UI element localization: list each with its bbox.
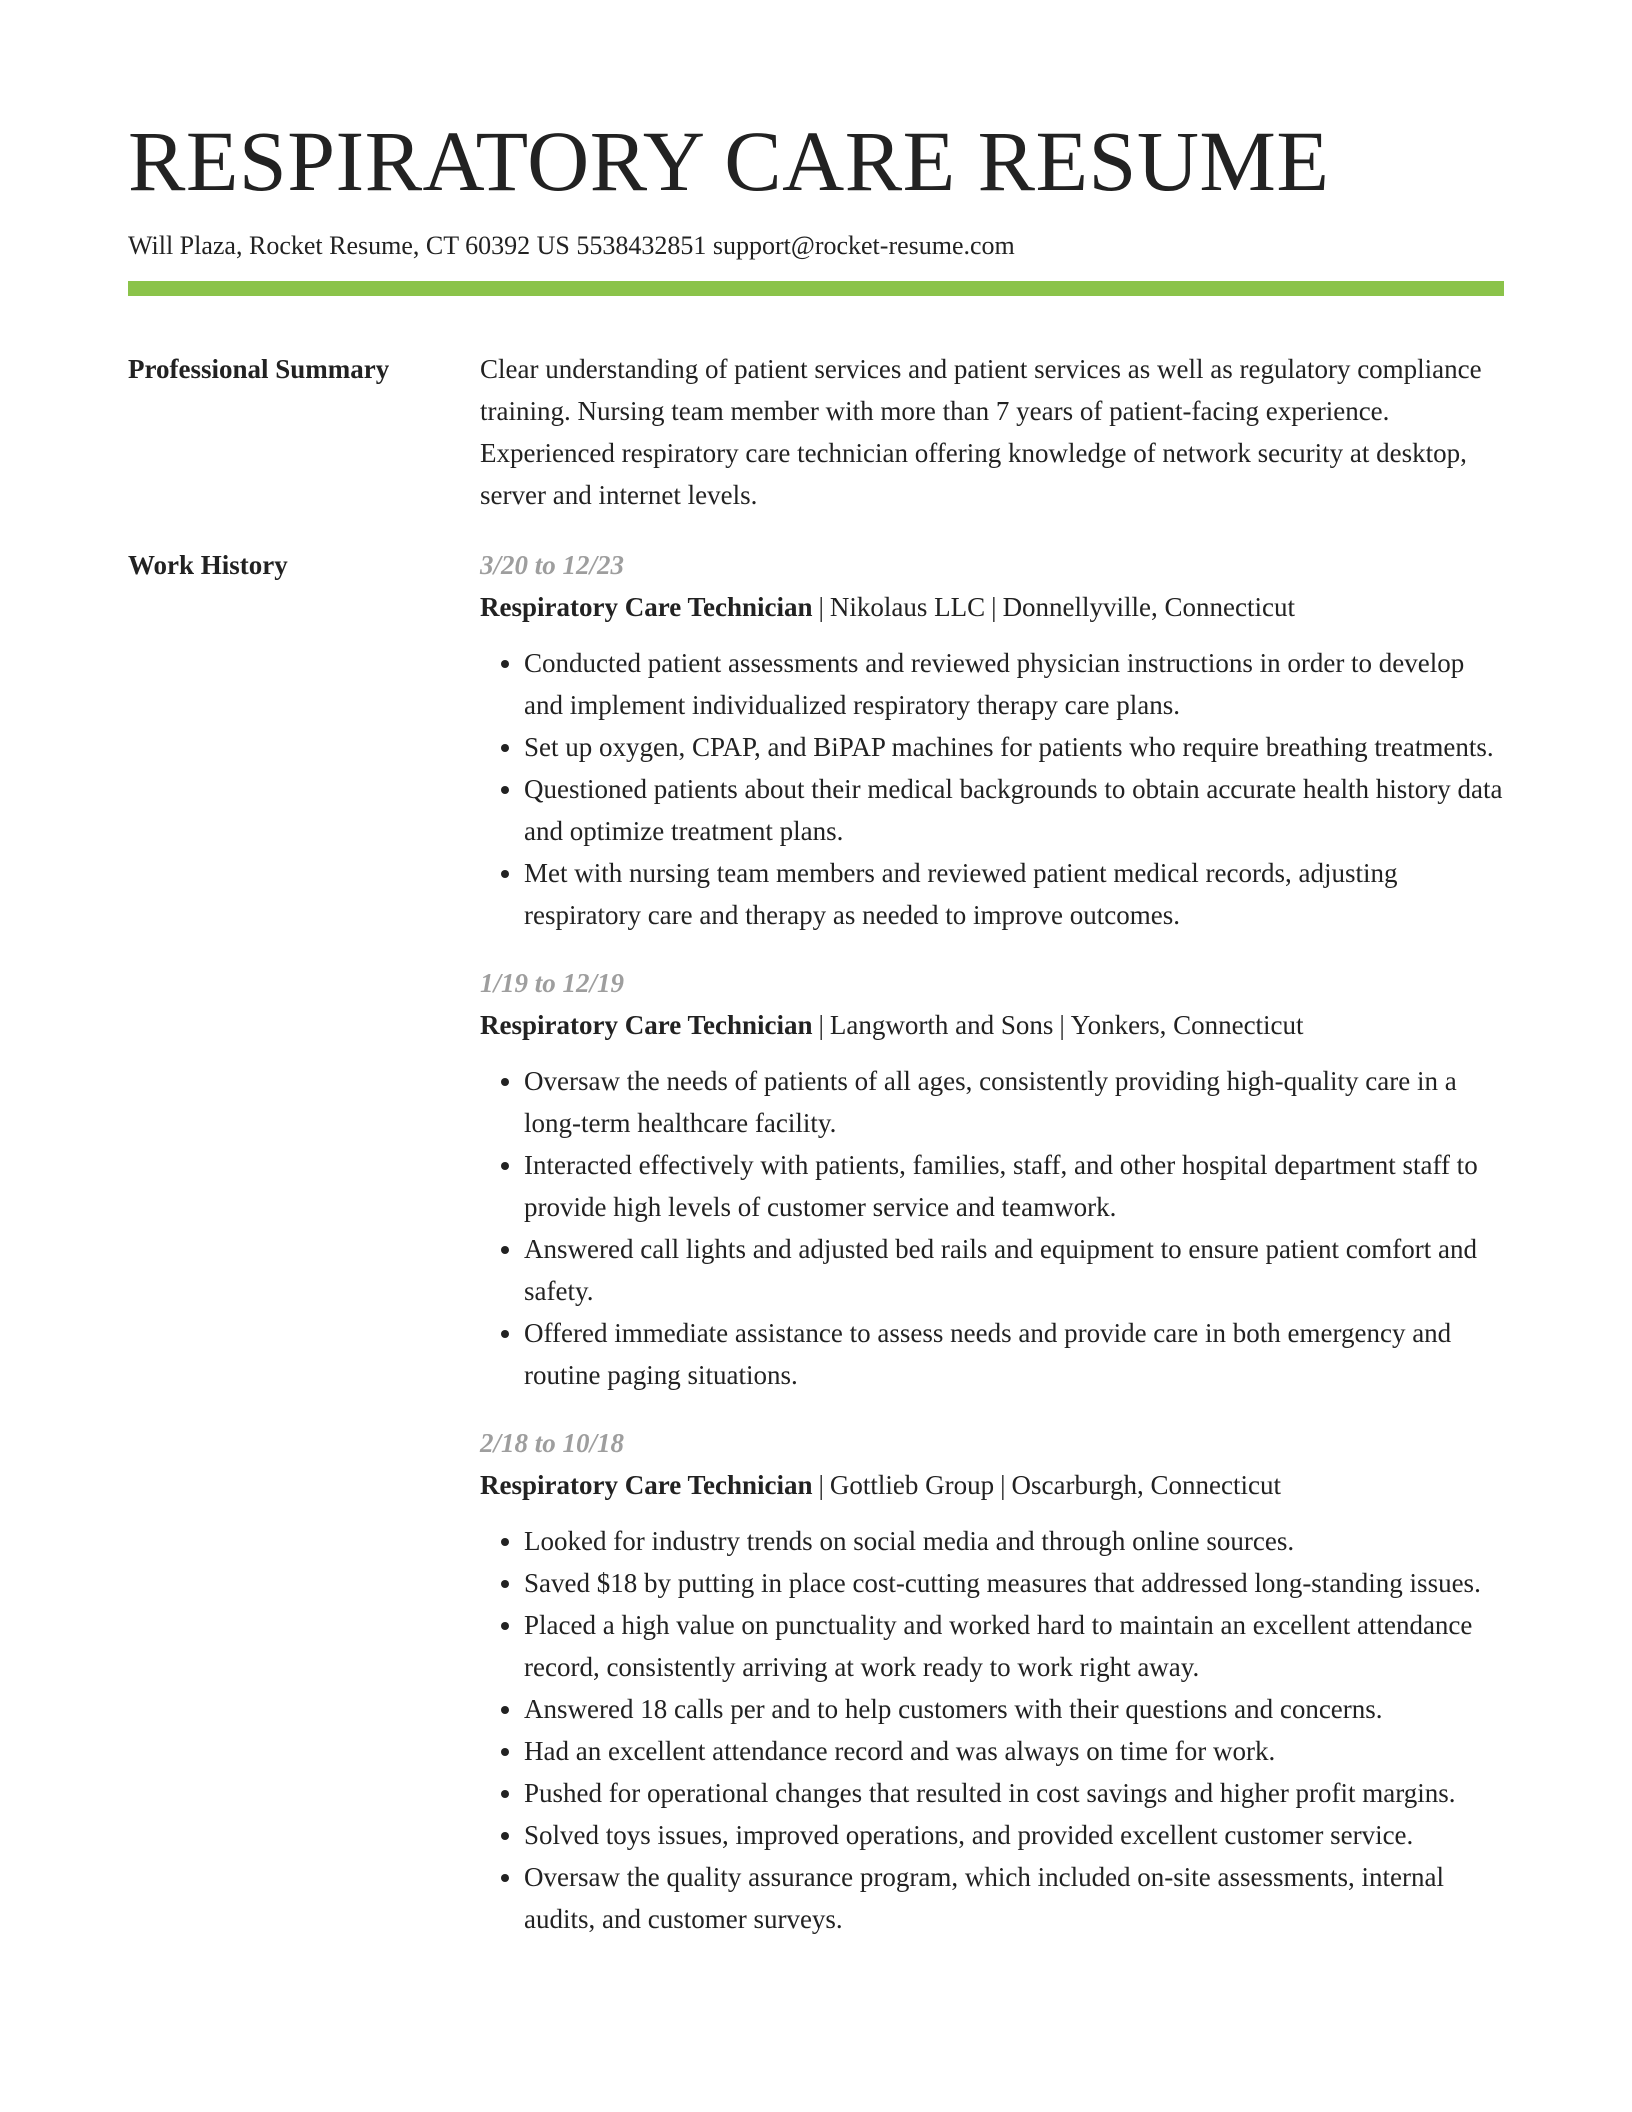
job-title: Respiratory Care Technician: [480, 1470, 813, 1501]
job-title: Respiratory Care Technician: [480, 1010, 813, 1041]
job-heading: [480, 586, 1504, 628]
contact-email: support@rocket-resume.com: [712, 231, 1015, 260]
job-dates: 1/19 to 12/19: [480, 968, 625, 999]
resume-title: RESPIRATORY CARE RESUME: [128, 113, 1330, 209]
duty-item: • Set up oxygen, CPAP, and BiPAP machines for patients who require breathing treatments.: [524, 726, 1504, 768]
job-entry: [480, 544, 1504, 936]
job-duties-list: [480, 1520, 1504, 1940]
job-heading: [480, 1004, 1504, 1046]
job-duties-list: [480, 642, 1504, 936]
duty-item: • Had an excellent attendance record and was always on time for work.: [524, 1730, 1504, 1772]
contact-phone: 5538432851: [576, 231, 707, 260]
duty-item: • Pushed for operational changes that resulted in cost savings and higher profit margins.: [524, 1772, 1504, 1814]
separator: |: [1000, 1470, 1006, 1501]
job-company: Gottlieb Group: [829, 1470, 995, 1501]
separator: |: [818, 1010, 824, 1041]
duty-item: • Questioned patients about their medical backgrounds to obtain accurate health history data and optimize treatment plans.: [524, 768, 1504, 852]
duty-item: • Placed a high value on punctuality and worked hard to maintain an excellent attendance record, consistently arriving at work ready to work right away.: [524, 1604, 1504, 1688]
summary-text: Clear understanding of patient services and patient services as well as regulatory compliance training. Nursing team member with more than 7 years of patient-facing experience. Experienced respiratory care technician offering knowledge of network security at desktop, server and internet levels.: [480, 354, 1482, 511]
job-location: Donnellyville, Connecticut: [1002, 592, 1296, 623]
job-company: Nikolaus LLC: [829, 592, 986, 623]
separator: |: [991, 592, 997, 623]
job-entry: [480, 962, 1504, 1396]
duty-item: • Interacted effectively with patients, families, staff, and other hospital department staff to provide high levels of customer service and teamwork.: [524, 1144, 1504, 1228]
duty-item: • Looked for industry trends on social media and through online sources.: [524, 1520, 1504, 1562]
section-label-summary: Professional Summary: [128, 354, 390, 385]
duty-item: • Answered 18 calls per and to help customers with their questions and concerns.: [524, 1688, 1504, 1730]
work-history-section: [128, 544, 1504, 1940]
duty-item: • Solved toys issues, improved operations, and provided excellent customer service.: [524, 1814, 1504, 1856]
duty-item: • Oversaw the quality assurance program, which included on-site assessments, internal audits, and customer surveys.: [524, 1856, 1504, 1940]
job-dates: 3/20 to 12/23: [480, 550, 625, 581]
job-location: Yonkers, Connecticut: [1070, 1010, 1304, 1041]
header-divider: [128, 281, 1504, 296]
job-location: Oscarburgh, Connecticut: [1011, 1470, 1281, 1501]
contact-line: [128, 230, 1504, 261]
duty-item: • Conducted patient assessments and reviewed physician instructions in order to develop and implement individualized respiratory therapy care plans.: [524, 642, 1504, 726]
job-title: Respiratory Care Technician: [480, 592, 813, 623]
duty-item: • Offered immediate assistance to assess needs and provide care in both emergency and routine paging situations.: [524, 1312, 1504, 1396]
separator: |: [818, 592, 824, 623]
job-duties-list: [480, 1060, 1504, 1396]
job-dates: 2/18 to 10/18: [480, 1428, 625, 1459]
separator: |: [1059, 1010, 1065, 1041]
section-label-work-history: Work History: [128, 550, 288, 581]
duty-item: • Answered call lights and adjusted bed rails and equipment to ensure patient comfort and safety.: [524, 1228, 1504, 1312]
professional-summary-section: [128, 348, 1504, 516]
job-company: Langworth and Sons: [829, 1010, 1054, 1041]
job-entry: [480, 1422, 1504, 1940]
contact-address: Will Plaza, Rocket Resume, CT 60392 US: [128, 231, 570, 260]
separator: |: [818, 1470, 824, 1501]
duty-item: • Oversaw the needs of patients of all ages, consistently providing high-quality care in a long-term healthcare facility.: [524, 1060, 1504, 1144]
duty-item: • Saved $18 by putting in place cost-cutting measures that addressed long-standing issues.: [524, 1562, 1504, 1604]
job-heading: [480, 1464, 1504, 1506]
summary-body: [480, 348, 1504, 516]
duty-item: • Met with nursing team members and reviewed patient medical records, adjusting respiratory care and therapy as needed to improve outcomes.: [524, 852, 1504, 936]
work-history-body: [480, 544, 1504, 1940]
